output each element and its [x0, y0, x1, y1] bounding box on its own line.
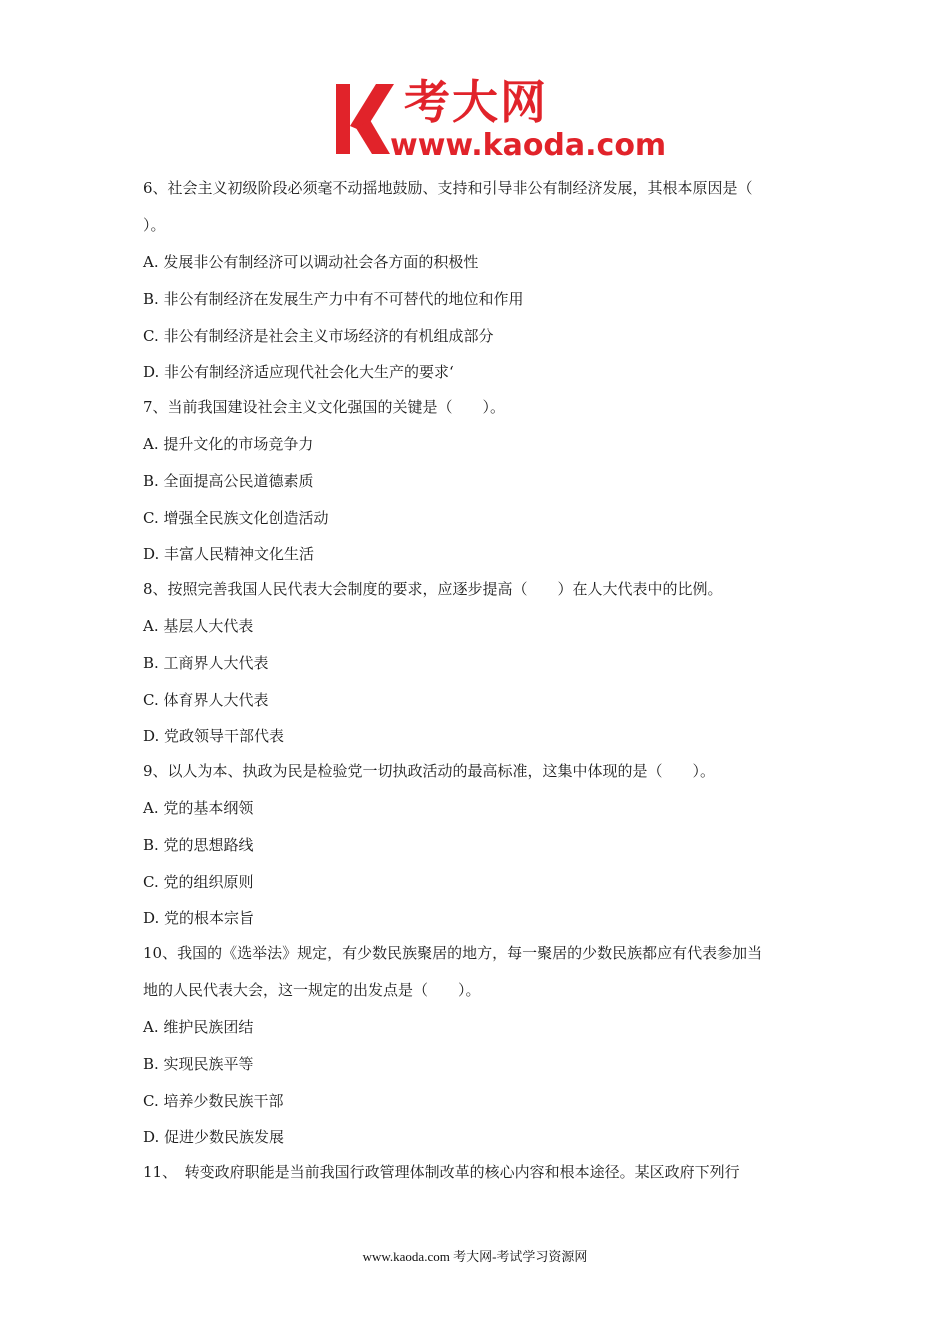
question-8: 8、按照完善我国人民代表大会制度的要求，应逐步提高（ ）在人大代表中的比例。: [143, 580, 723, 598]
option-7d: D. 丰富人民精神文化生活: [143, 545, 315, 563]
option-7c: C. 增强全民族文化创造活动: [143, 509, 329, 527]
option-8c: C. 体育界人大代表: [143, 691, 269, 709]
option-6b: B. 非公有制经济在发展生产力中有不可替代的地位和作用: [143, 290, 524, 308]
question-9: 9、以人为本、执政为民是检验党一切执政活动的最高标准，这集中体现的是（ ）。: [143, 762, 716, 780]
page-footer: www.kaoda.com 考大网-考试学习资源网: [362, 1249, 588, 1264]
option-6a: A. 发展非公有制经济可以调动社会各方面的积极性: [143, 253, 479, 271]
option-9a: A. 党的基本纲领: [143, 799, 254, 817]
option-10b: B. 实现民族平等: [143, 1055, 254, 1073]
option-9c: C. 党的组织原则: [143, 873, 254, 891]
option-10a: A. 维护民族团结: [143, 1018, 254, 1036]
question-6-line2: ）。: [143, 216, 166, 234]
option-8d: D. 党政领导干部代表: [143, 727, 285, 745]
option-10c: C. 培养少数民族干部: [143, 1092, 284, 1110]
option-7b: B. 全面提高公民道德素质: [143, 472, 314, 490]
option-10d: D. 促进少数民族发展: [143, 1128, 285, 1146]
question-6-line1: 6、社会主义初级阶段必须毫不动摇地鼓励、支持和引导非公有制经济发展，其根本原因是（: [143, 179, 753, 197]
option-9d: D. 党的根本宗旨: [143, 909, 255, 927]
question-10-line1: 10、我国的《选举法》规定，有少数民族聚居的地方，每一聚居的少数民族都应有代表参加当: [143, 944, 763, 962]
option-9b: B. 党的思想路线: [143, 836, 254, 854]
logo-url-text: www.kaoda.com: [390, 128, 667, 163]
question-10-line2: 地的人民代表大会，这一规定的出发点是（ ）。: [143, 981, 481, 999]
option-8b: B. 工商界人大代表: [143, 654, 269, 672]
logo-brand-text: 考大网: [404, 75, 548, 129]
question-11: 11、 转变政府职能是当前我国行政管理体制改革的核心内容和根本途径。某区政府下列行: [143, 1163, 740, 1181]
option-6c: C. 非公有制经济是社会主义市场经济的有机组成部分: [143, 327, 494, 345]
option-6d: D. 非公有制经济适应现代社会化大生产的要求‘: [143, 363, 454, 381]
question-7: 7、当前我国建设社会主义文化强国的关键是（ ）。: [143, 398, 506, 416]
site-logo: [330, 74, 667, 164]
option-8a: A. 基层人大代表: [143, 617, 254, 635]
option-7a: A. 提升文化的市场竞争力: [143, 435, 314, 453]
question-content: [143, 170, 813, 1191]
